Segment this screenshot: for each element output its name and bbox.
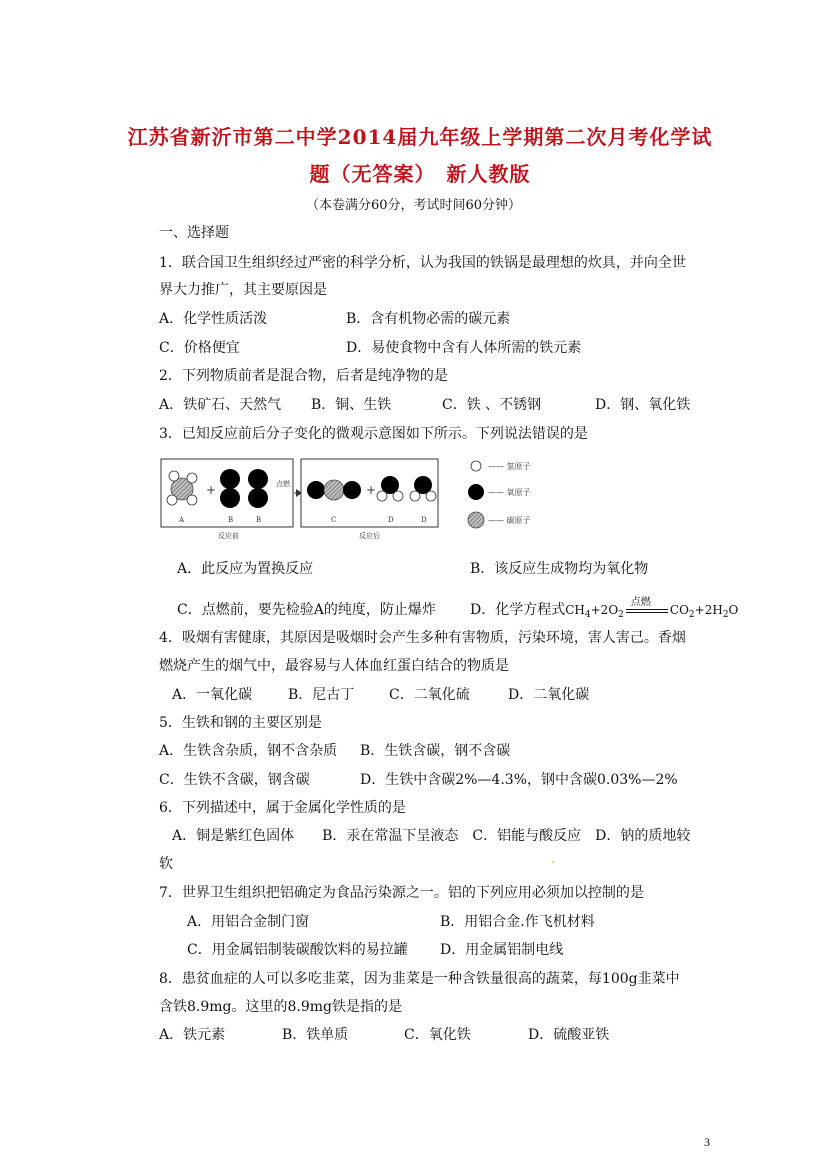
q2-option-c: C．铁 、不锈钢	[442, 397, 542, 413]
q6-options: A．铜是紫红色固体 B．汞在常温下呈液态 C．铝能与酸反应 D．钠的质地较	[172, 828, 691, 844]
q3-option-c: C．点燃前，要先检验A的纯度，防止爆炸	[177, 602, 436, 618]
q1-stem-line1: 1．联合国卫生组织经过严密的科学分析，认为我国的铁锅是最理想的炊具，并向全世	[159, 255, 686, 271]
hydrogen-atom-icon	[471, 461, 481, 471]
q4-option-a: A．一氧化碳	[172, 687, 253, 703]
q7-option-c: C．用金属铝制装碳酸饮料的易拉罐	[187, 942, 408, 958]
q2-option-a: A．铁矿石、天然气	[159, 397, 282, 413]
label-b: B	[256, 516, 262, 524]
q1-option-c: C．价格便宜	[159, 340, 240, 356]
exam-subtitle: （本卷满分60分，考试时间60分钟）	[305, 198, 522, 213]
q4-option-d: D．二氧化碳	[508, 687, 590, 703]
stray-dot	[552, 861, 554, 863]
q8-stem-line1: 8．患贫血症的人可以多吃韭菜，因为韭菜是一种含铁量很高的蔬菜，每100g韭菜中	[159, 971, 680, 987]
q5-option-a: A．生铁含杂质，钢不含杂质	[159, 743, 338, 759]
q7-option-b: B．用铝合金.作飞机材料	[440, 914, 595, 930]
page-number: 3	[704, 1135, 710, 1149]
plus-sign: +	[366, 483, 377, 497]
q4-stem-line1: 4．吸烟有害健康，其原因是吸烟时会产生多种有害物质，污染环境，害人害己。香烟	[159, 630, 686, 646]
legend	[468, 461, 531, 528]
carbon-dioxide-molecule	[307, 480, 361, 500]
q1-stem-line2: 界大力推广，其主要原因是	[159, 282, 327, 298]
q6-stem: 6．下列描述中，属于金属化学性质的是	[159, 800, 406, 816]
label-d: D	[388, 516, 394, 524]
q2-stem: 2．下列物质前者是混合物，后者是纯净物的是	[159, 368, 448, 384]
molecule-reaction-diagram	[160, 458, 580, 544]
legend-oxygen: —— 氧原子	[488, 488, 531, 497]
exam-title-line1: 江苏省新沂市第二中学2014届九年级上学期第二次月考化学试	[127, 125, 713, 149]
q8-option-d: D．硫酸亚铁	[528, 1027, 610, 1043]
q5-stem: 5．生铁和钢的主要区别是	[159, 715, 322, 731]
q8-stem-line2: 含铁8.9mg。这里的8.9mg铁是指的是	[159, 999, 403, 1015]
oxygen-atom-icon	[468, 484, 484, 500]
q4-option-b: B．尼古丁	[288, 687, 355, 703]
label-d: D	[421, 516, 427, 524]
legend-hydrogen: —— 氢原子	[488, 462, 531, 471]
label-a: A	[179, 516, 185, 524]
q7-stem: 7．世界卫生组织把铝确定为食品污染源之一。铝的下列应用必须加以控制的是	[159, 885, 644, 901]
before-label: 反应前	[218, 532, 239, 540]
q1-option-a: A．化学性质活泼	[159, 311, 268, 327]
section-heading: 一、选择题	[159, 225, 229, 241]
q2-option-d: D．钢、氧化铁	[595, 397, 691, 413]
equation: $CH_4+2O_2$ 点燃 $CO_2+2H_2O$	[565, 603, 738, 617]
q7-option-a: A．用铝合金制门窗	[187, 914, 310, 930]
q6-options-continued: 软	[159, 856, 173, 872]
carbon-atom-icon	[468, 512, 484, 528]
q3-stem: 3．已知反应前后分子变化的微观示意图如下所示。下列说法错误的是	[159, 426, 588, 442]
equation-arrow	[624, 596, 670, 616]
label-c: C	[331, 516, 337, 524]
q8-option-c: C．氧化铁	[404, 1027, 471, 1043]
q1-option-d: D．易使食物中含有人体所需的铁元素	[346, 340, 582, 356]
q5-option-b: B．生铁含碳，钢不含碳	[360, 743, 511, 759]
arrow-label: 点燃	[276, 480, 290, 488]
plus-sign: +	[206, 483, 217, 497]
q3-option-d	[470, 596, 739, 620]
q8-option-b: B．铁单质	[282, 1027, 349, 1043]
q1-option-b: B．含有机物必需的碳元素	[346, 311, 511, 327]
q3-option-d-prefix: D．化学方程式	[470, 602, 566, 618]
q5-option-c: C．生铁不含碳，钢含碳	[159, 772, 310, 788]
q3-option-a: A．此反应为置换反应	[177, 561, 314, 577]
q2-option-b: B．铜、生铁	[311, 397, 392, 413]
exam-title-line2: 题（无答案） 新人教版	[309, 162, 531, 186]
legend-carbon: —— 碳原子	[488, 516, 531, 525]
q4-option-c: C．二氧化硫	[389, 687, 470, 703]
q3-option-b: B．该反应生成物均为氧化物	[470, 561, 649, 577]
q8-option-a: A．铁元素	[159, 1027, 226, 1043]
equation-condition: 点燃	[630, 596, 651, 608]
q7-option-d: D．用金属铝制电线	[440, 942, 564, 958]
q5-option-d: D．生铁中含碳2%—4.3%，钢中含碳0.03%—2%	[360, 772, 678, 788]
label-b: B	[228, 516, 234, 524]
after-label: 反应后	[359, 532, 380, 540]
q4-stem-line2: 燃烧产生的烟气中，最容易与人体血红蛋白结合的物质是	[159, 658, 509, 674]
